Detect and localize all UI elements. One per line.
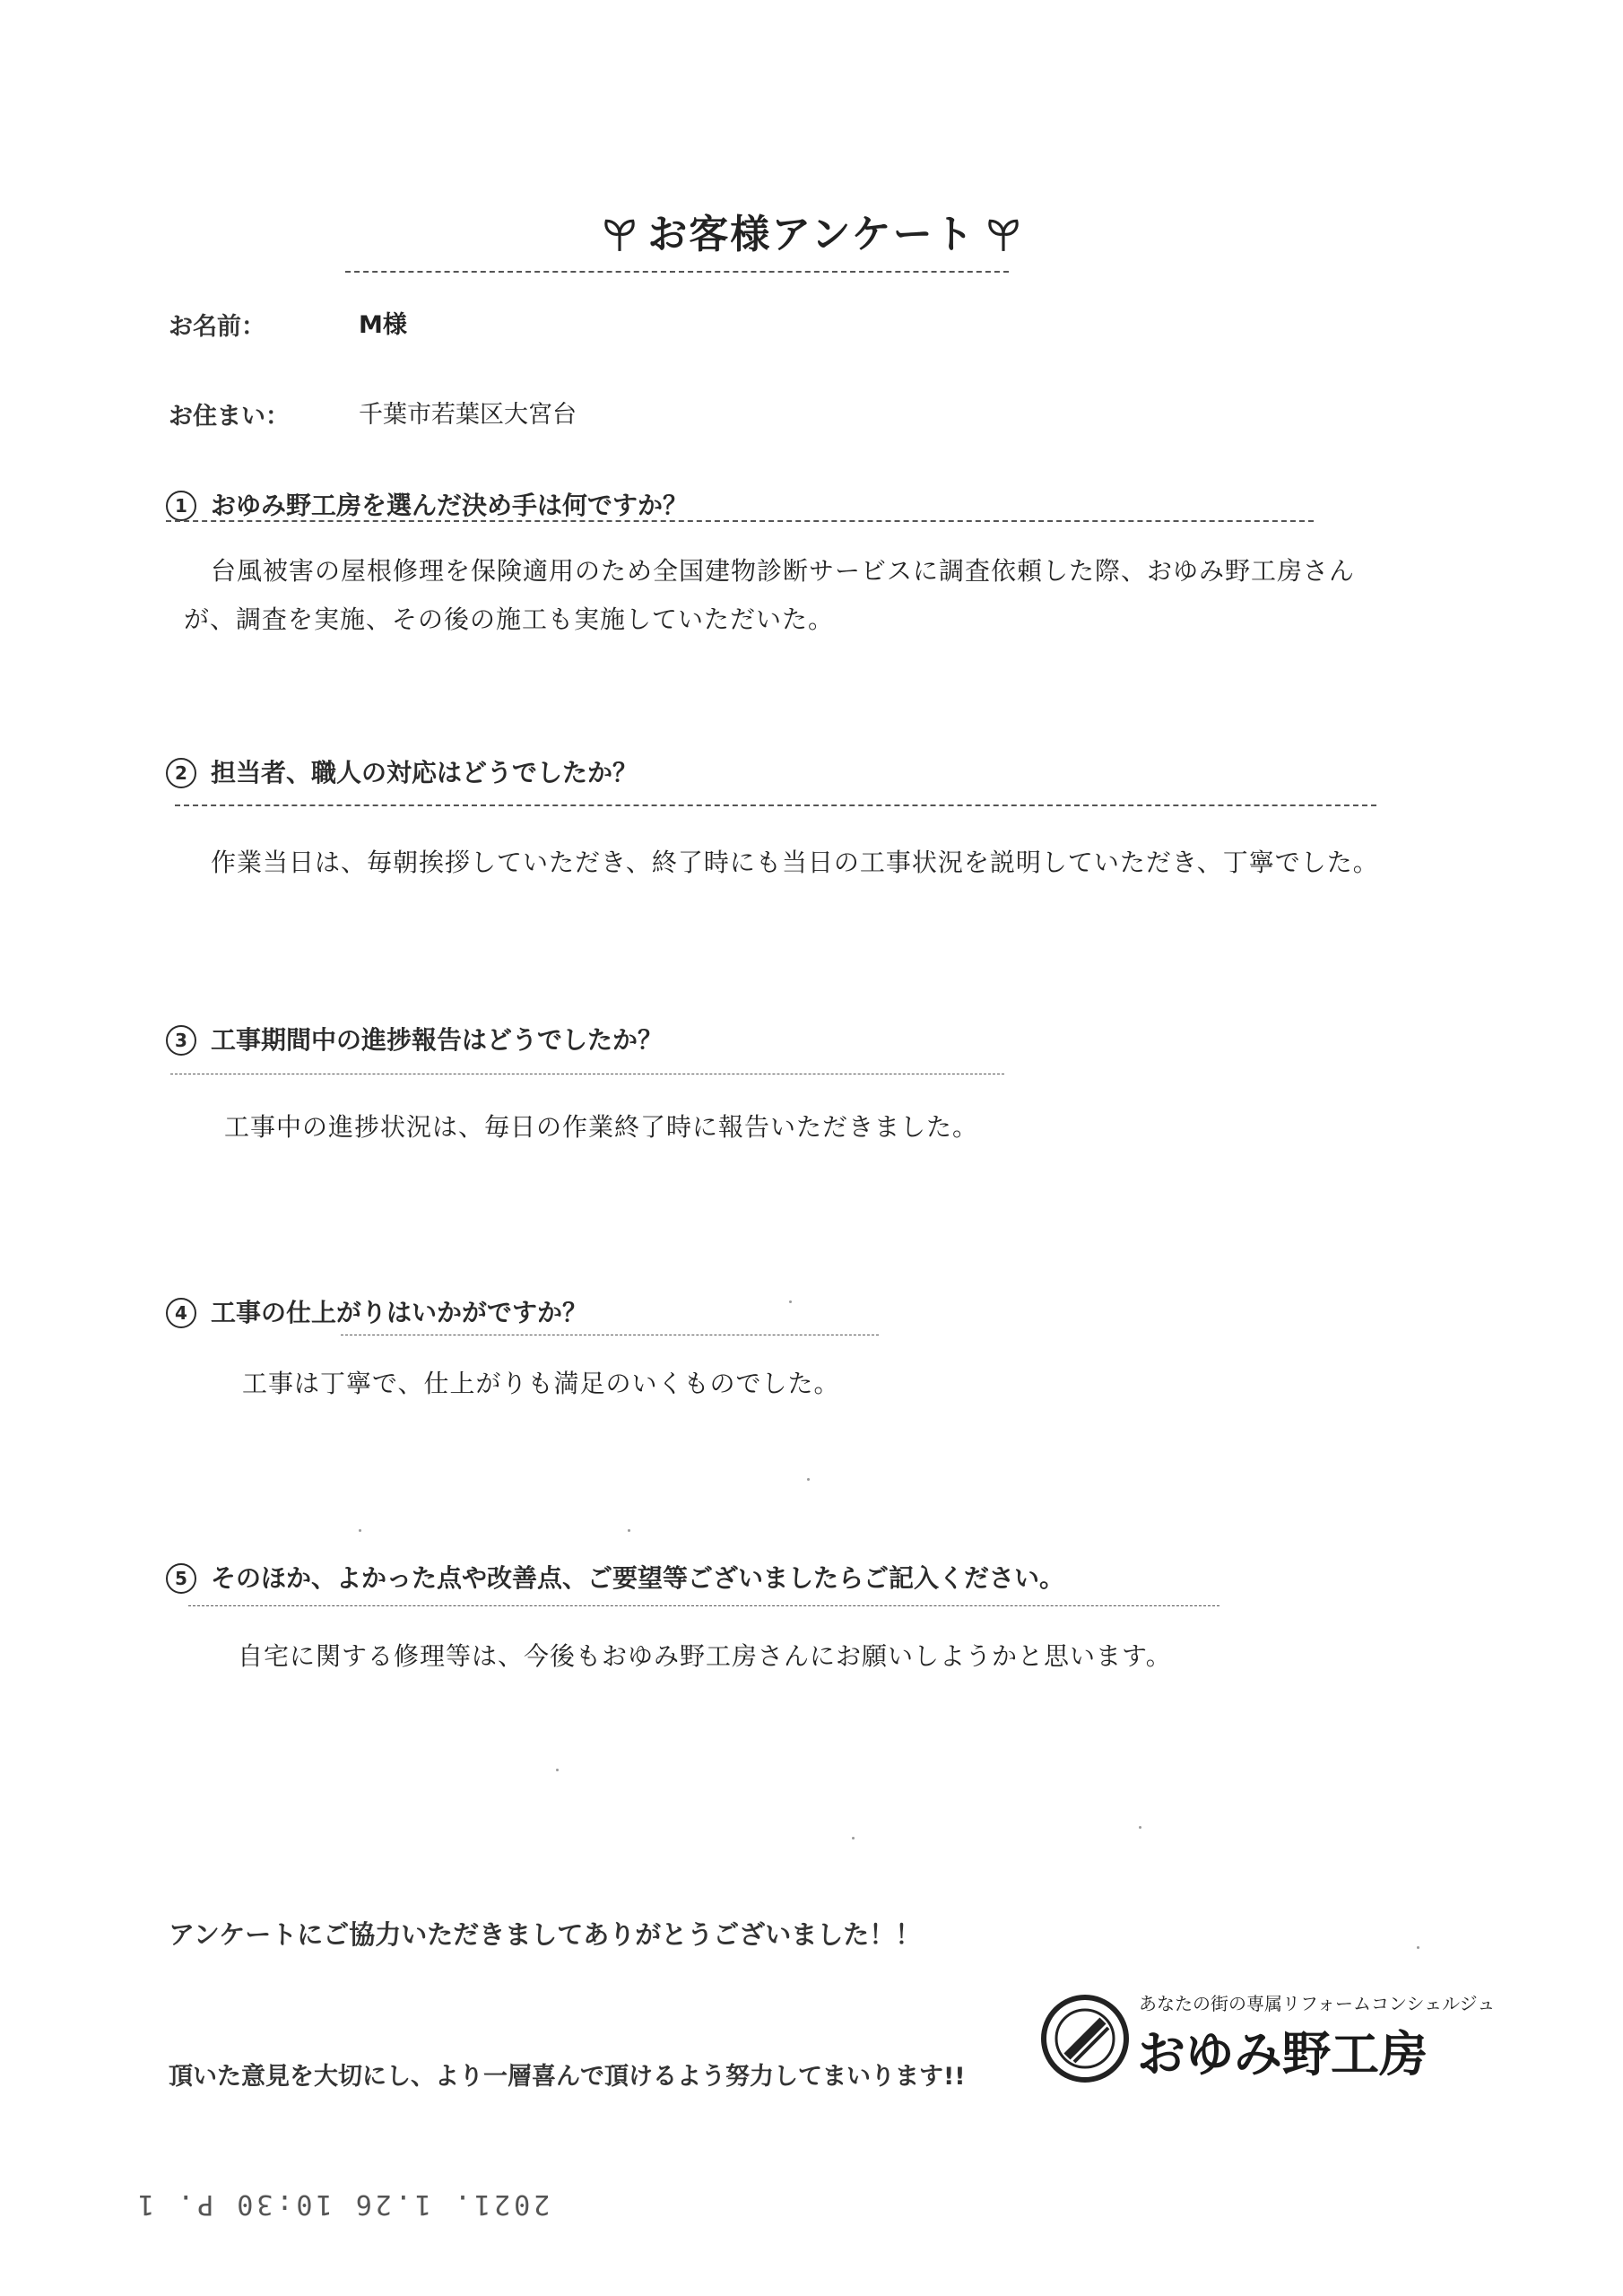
- address-label: お住まい：: [169, 403, 290, 430]
- question-2: [166, 753, 638, 789]
- company-tagline: あなたの街の専属リフォームコンシェルジュ: [1139, 1993, 1496, 2014]
- pledge-message: 頂いた意見を大切にし、より一層喜んで頂けるよう努力してまいります!!: [169, 2063, 966, 2091]
- question-5: [166, 1559, 1064, 1595]
- scan-speck: [789, 1300, 792, 1303]
- question-text: そのほか、よかった点や改善点、ご要望等ございましたらご記入ください。: [211, 1563, 1065, 1593]
- question-number: 5: [166, 1563, 196, 1594]
- answer-1: 台風被害の屋根修理を保険適用のため全国建物診断サービスに調査依頼した際、おゆみ野工房さんが、調査を実施、その後の施工も実施していただいた。: [184, 556, 1356, 634]
- question-text: 担当者、職人の対応はどうでしたか？: [211, 758, 638, 787]
- fax-timestamp: 2021. 1.26 10:30 P. 1: [135, 2188, 551, 2220]
- scan-speck: [628, 1529, 630, 1532]
- sprout-icon: [985, 215, 1022, 253]
- page-title: [0, 202, 1623, 259]
- scan-speck: [852, 1837, 855, 1839]
- question-number: 2: [166, 758, 196, 788]
- question-text: 工事の仕上がりはいかがですか？: [211, 1298, 588, 1327]
- question-text: おゆみ野工房を選んだ決め手は何ですか？: [211, 491, 689, 520]
- company-emblem-icon: [1040, 1994, 1130, 2083]
- scan-speck: [807, 1478, 810, 1481]
- scan-speck: [1417, 1946, 1419, 1949]
- answer-4: 工事は丁寧で、仕上がりも満足のいくものでした。: [242, 1369, 840, 1398]
- question-underline: [175, 804, 1376, 806]
- question-number: 4: [166, 1298, 196, 1328]
- question-1: [166, 486, 688, 522]
- scan-speck: [359, 1529, 361, 1532]
- company-name: おゆみ野工房: [1137, 2025, 1428, 2083]
- scan-speck: [1139, 1826, 1141, 1829]
- question-4: [166, 1293, 587, 1329]
- question-underline: [166, 520, 1314, 522]
- question-number: 1: [166, 491, 196, 521]
- question-underline: [188, 1605, 1219, 1606]
- answer-3: 工事中の進捗状況は、毎日の作業終了時に報告いただきました。: [224, 1112, 979, 1142]
- answer-2: 作業当日は、毎朝挨拶していただき、終了時にも当日の工事状況を説明していただき、丁寧でした。: [211, 848, 1379, 877]
- name-label: お名前：: [169, 313, 265, 341]
- address-value: 千葉市若葉区大宮台: [359, 401, 577, 429]
- scan-speck: [556, 1769, 559, 1771]
- title-underline: [345, 271, 1009, 273]
- name-value: M様: [359, 311, 407, 339]
- title-text: お客様アンケート: [647, 212, 976, 257]
- question-text: 工事期間中の進捗報告はどうでしたか？: [211, 1025, 664, 1055]
- sprout-icon: [601, 215, 638, 253]
- question-3: [166, 1021, 663, 1057]
- thanks-message: アンケートにご協力いただきましてありがとうございました！！: [169, 1919, 922, 1950]
- company-logo: [1040, 1989, 1496, 2088]
- question-number: 3: [166, 1025, 196, 1056]
- answer-5: 自宅に関する修理等は、今後もおゆみ野工房さんにお願いしようかと思います。: [238, 1641, 1172, 1671]
